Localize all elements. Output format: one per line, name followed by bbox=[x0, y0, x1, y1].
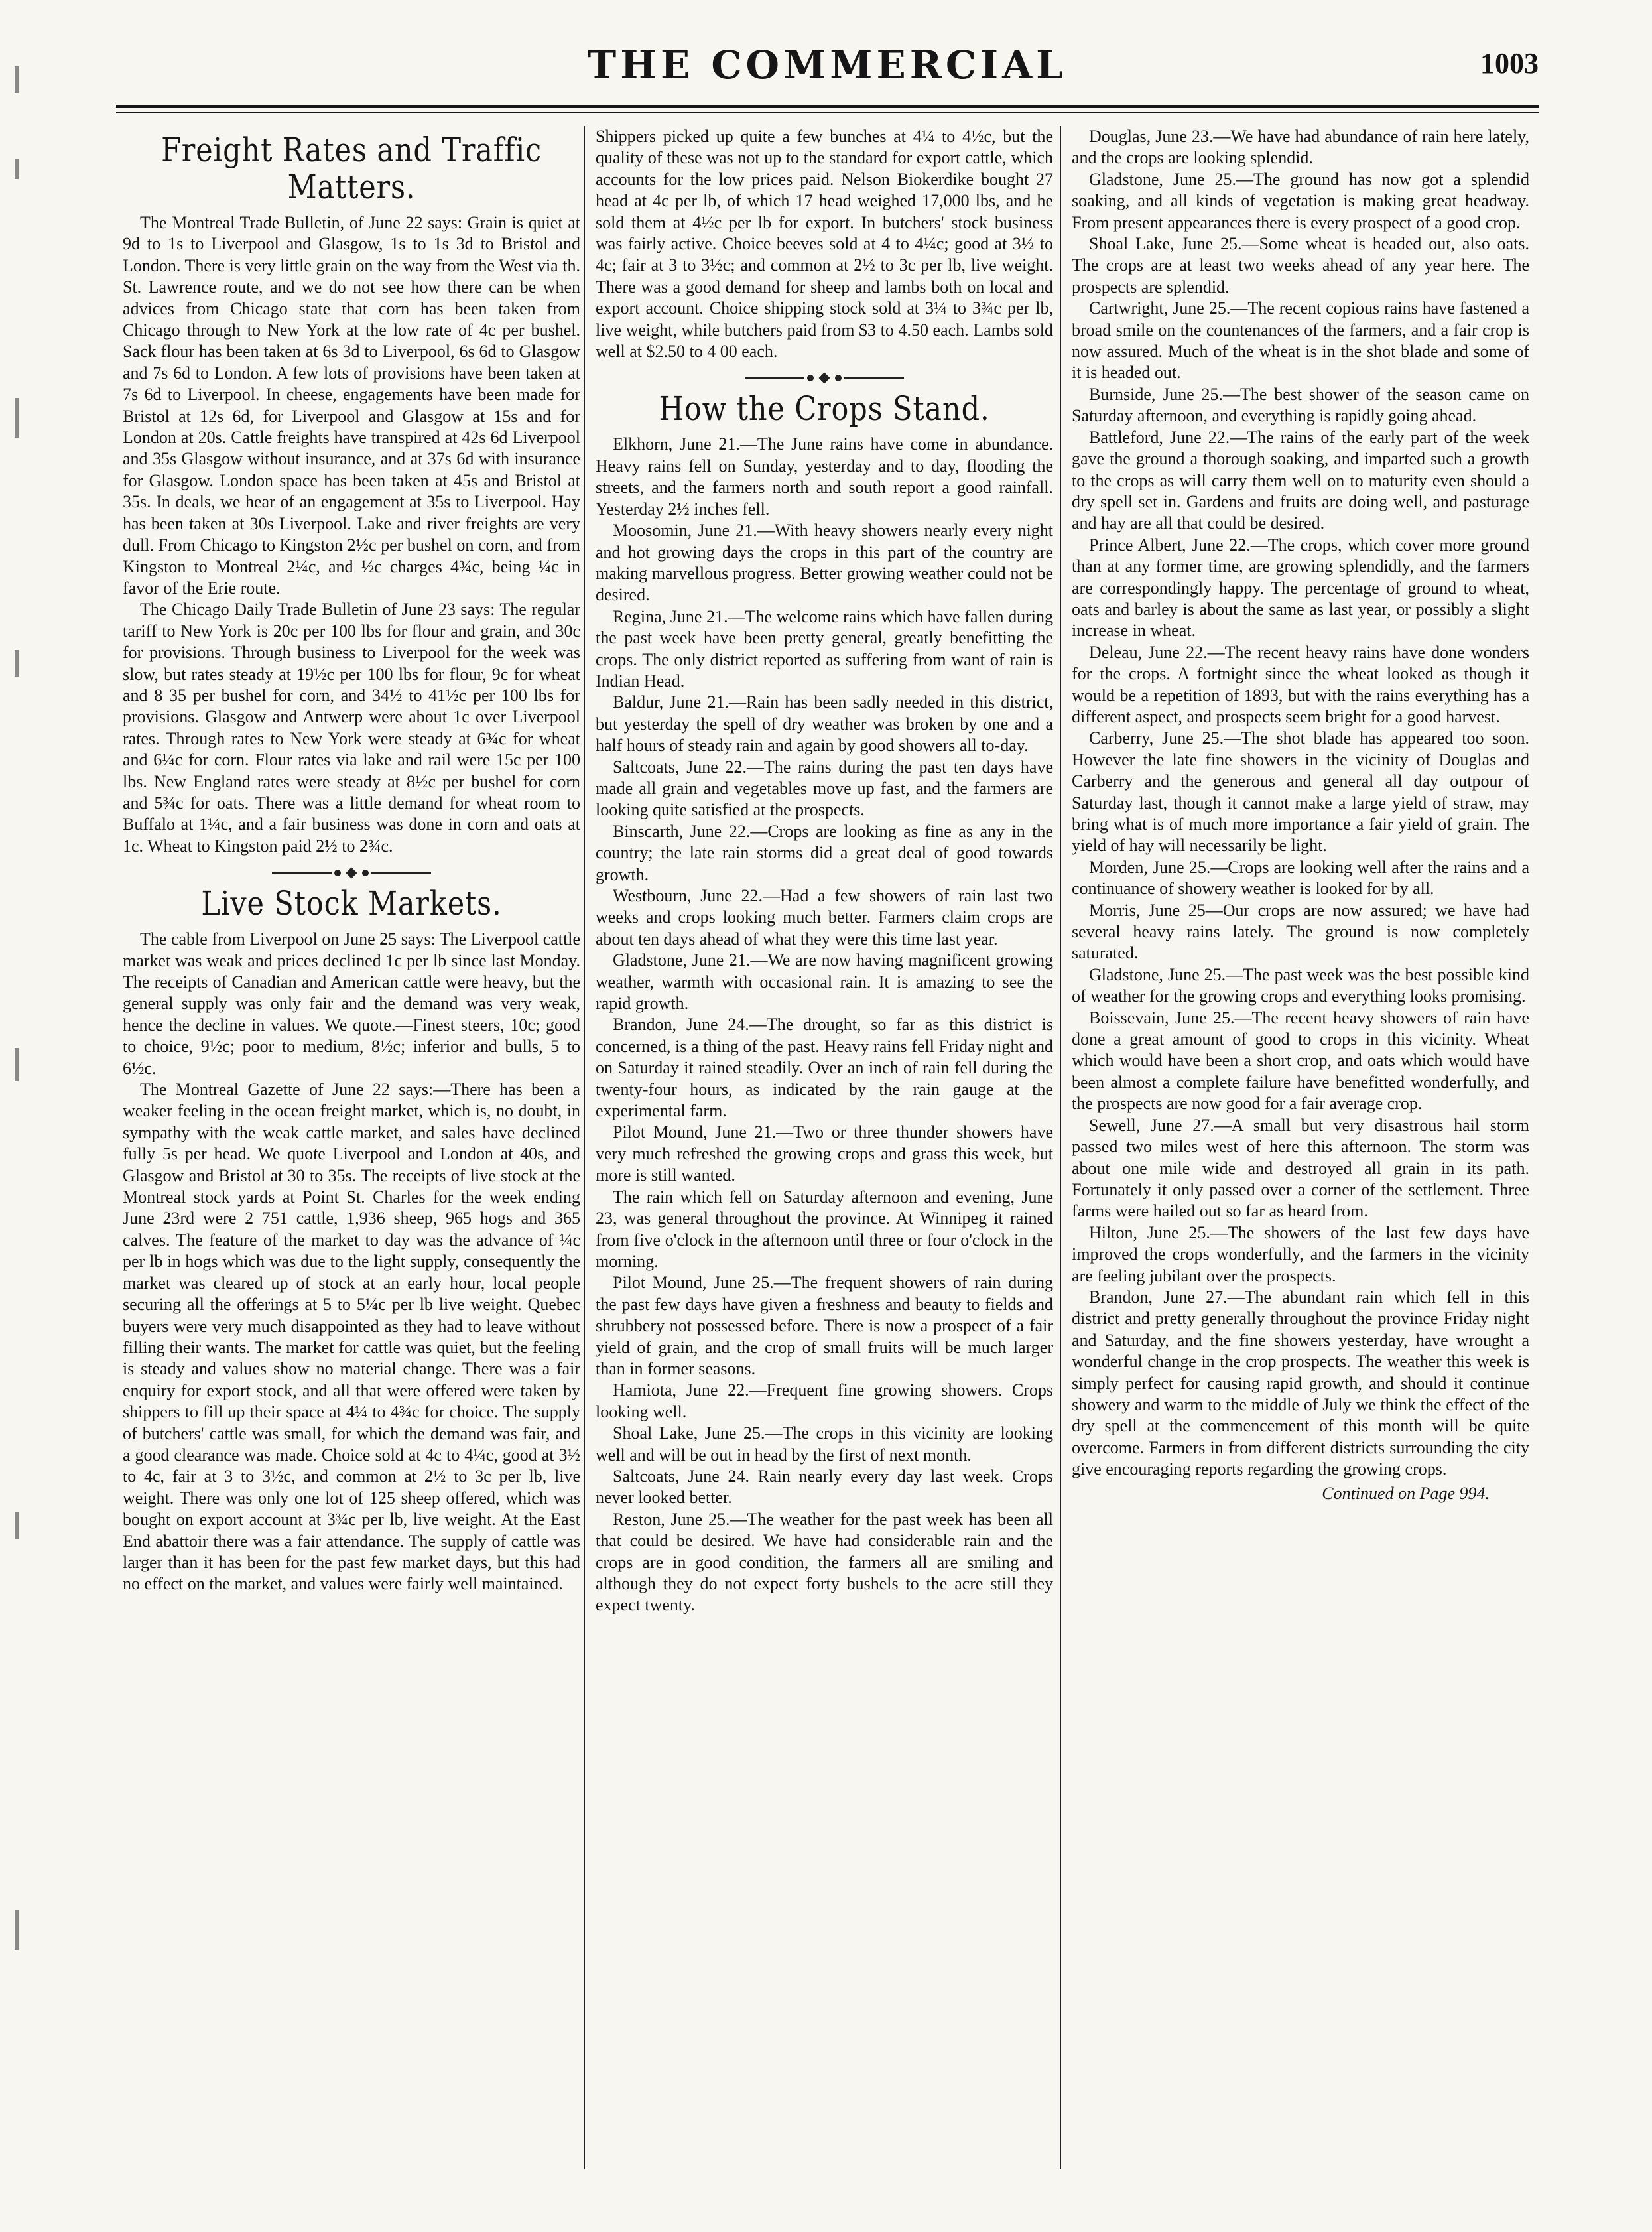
crop-reports bbox=[596, 434, 1053, 1616]
masthead bbox=[116, 38, 1539, 115]
crop-report-paragraph: Boissevain, June 25.—The recent heavy showers of rain have done a great amount of good to crops in this vicinity. Wheat which would have been a short crop, and oats which would have been almost a complete failure have benefitted wonderfully, and the prospects are now good for a fair average crop. bbox=[1072, 1008, 1529, 1114]
article-paragraph: The cable from Liverpool on June 25 says: The Liverpool cattle market was weak and prices declined 1c per lb since last Monday. The receipts of Canadian and American cattle were heavy, but the general supply was only fair and the demand was very weak, hence the decline in values. We quote.—Finest steers, 10c; good to choice, 9½c; poor to medium, 8½c; inferior and bulls, 5 to 6½c. bbox=[123, 929, 580, 1078]
section-separator bbox=[123, 864, 580, 880]
crop-report-paragraph: Gladstone, June 21.—We are now having magnificent growing weather, warmth with occasional rain. It is amazing to see the rapid growth. bbox=[596, 951, 1053, 1014]
crop-report-paragraph: Sewell, June 27.—A small but very disastrous hail storm passed two miles west of here this afternoon. The storm was about one mile wide and destroyed all grain in its path. Fortunately it only passed over a corner of the settlement. Three farms were hailed out so far as heard from. bbox=[1072, 1115, 1529, 1221]
crop-report-paragraph: Burnside, June 25.—The best shower of the season came on Saturday afternoon, and everything is rapidly going ahead. bbox=[1072, 384, 1529, 426]
crop-report-paragraph: Brandon, June 24.—The drought, so far as this district is concerned, is a thing of the past. Heavy rains fell Friday night and on Saturday it rained steadily. Over an inch of rain fell during the twenty-four hours, as indicated by the rain gauge at the experimental farm. bbox=[596, 1015, 1053, 1121]
article-heading-crops: How the Crops Stand. bbox=[659, 389, 990, 428]
column-1 bbox=[123, 126, 580, 2169]
newspaper-title: THE COMMERCIAL bbox=[588, 42, 1067, 88]
column-2 bbox=[596, 126, 1053, 2169]
column-3 bbox=[1072, 126, 1529, 2169]
binding-marks bbox=[5, 53, 32, 2043]
article-paragraph: The Montreal Gazette of June 22 says:—There has been a weaker feeling in the ocean freight market, which is, no doubt, in sympathy with the weak cattle market, and sales have declined fully 5s per head. We quote Liverpool and London at 40s, and Glasgow and Bristol at 30 to 35s. The receipts of live stock at the Montreal stock yards at Point St. Charles for the week ending June 23rd were 2 751 cattle, 1,936 sheep, 965 hogs and 365 calves. The feature of the market to day was the advance of ¼c per lb in hogs which was due to the light supply, consequently the market was cleared up of stock at an early hour, local people securing all the offerings at 5 to 5¼c per lb live weight. Quebec buyers were very much disappointed as they had to leave without filling their wants. The market for cattle was quiet, but the feeling is steady and values show no material change. There was a fair enquiry for export stock, and all that were offered were taken by shippers to fill up their space at 4¼ to 4¾c for choice. The supply of butchers' cattle was small, for which the demand was fair, and a good clearance was made. Choice sold at 4c to 4¼c, good at 3½ to 4c, fair at 3 to 3½c, and common at 2½ to 3c per lb, live weight. There was only one lot of 125 sheep offered, which was bought on export account at 3¾c per lb, live weight. At the East End abattoir there was a fair attendance. The supply of cattle was larger than it has been for the past few market days, but this had no effect on the market, and values were fairly well maintained. bbox=[123, 1080, 580, 1594]
crop-report-paragraph: Pilot Mound, June 21.—Two or three thunder showers have very much refreshed the growing crops and grass this week, but more is still wanted. bbox=[596, 1122, 1053, 1185]
crop-report-paragraph: Battleford, June 22.—The rains of the early part of the week gave the ground a thorough soaking, and imparted such a growth to the crops as will carry them well on to maturity even should a dry spell set in. Gardens and fruits are doing well, and pasturage and hay are all that could be desired. bbox=[1072, 427, 1529, 533]
crop-report-paragraph: Saltcoats, June 22.—The rains during the past ten days have made all grain and vegetables move up fast, and the farmers are looking quite satisfied at the prospects. bbox=[596, 757, 1053, 820]
masthead-rule bbox=[116, 105, 1539, 113]
crop-report-paragraph: Brandon, June 27.—The abundant rain which fell in this district and pretty generally throughout the province Friday night and Saturday, and the fine showers yesterday, have wrought a wonderful change in the crop prospects. The weather this week is simply perfect for causing rapid growth, and should it continue showery and warm to the middle of July we think the effect of the dry spell at the commencement of this month will be quite overcome. Farmers in from different districts surrounding the city give encouraging reports regarding the growing crops. bbox=[1072, 1287, 1529, 1479]
column-rule bbox=[584, 126, 585, 2169]
article-paragraph: The Chicago Daily Trade Bulletin of June 23 says: The regular tariff to New York is 20c per 100 lbs for flour and grain, and 30c for provisions. Through business to Liverpool for the week was slow, but rates steady at 19½c per 100 lbs for flour, 9c for wheat and 8 35 per bushel for corn, and 34½ to 41½c per 100 lbs for provisions. Glasgow and Antwerp were about 1c over Liverpool rates. Through rates to New York were steady at 6¾c for wheat and 6¼c for corn. Flour rates via lake and rail were 15c per 100 lbs. New England rates were steady at 8½c per bushel for corn and 5¾c for oats. There was a little demand for wheat room to Buffalo at 1¼c, and a fair business was done in corn and oats at 1c. Wheat to Kingston paid 2½ to 2¾c. bbox=[123, 600, 580, 856]
crop-report-paragraph: Moosomin, June 21.—With heavy showers nearly every night and hot growing days the crops in this part of the country are making marvellous progress. Better growing weather could not be desired. bbox=[596, 521, 1053, 605]
crop-report-paragraph: Regina, June 21.—The welcome rains which have fallen during the past week have been pretty general, greatly benefitting the crops. The only district reported as suffering from want of rain is Indian Head. bbox=[596, 606, 1053, 690]
crop-reports-continued bbox=[1072, 126, 1529, 1480]
crop-report-paragraph: Reston, June 25.—The weather for the past week has been all that could be desired. We have had considerable rain and the crops are in good condition, the farmers all are smiling and although they do not expect forty bushels to the acre still they expect twenty. bbox=[596, 1509, 1053, 1615]
crop-report-paragraph: Shoal Lake, June 25.—Some wheat is headed out, also oats. The crops are at least two weeks ahead of any year here. The prospects are splendid. bbox=[1072, 234, 1529, 296]
article-paragraph: Shippers picked up quite a few bunches at 4¼ to 4½c, but the quality of these was not up to the standard for export cattle, which accounts for the low prices paid. Nelson Biokerdike bought 27 head at 4c per lb, of which 17 head weighed 17,000 lbs, and he sold them at 4½c per lb for export. In butchers' stock business was fairly active. Choice beeves sold at 4 to 4¼c; good at 3½ to 4c; fair at 3 to 3½c; and common at 2½ to 3c per lb, live weight. There was a good demand for sheep and lambs both on local and export account. Choice shipping stock sold at 3¼ to 3¾c per lb, live weight, while butchers paid from $3 to 4.50 each. Lambs sold well at $2.50 to 4 00 each. bbox=[596, 127, 1053, 361]
crop-report-paragraph: Westbourn, June 22.—Had a few showers of rain last two weeks and crops looking much better. Farmers claim crops are about ten days ahead of what they were this time last year. bbox=[596, 886, 1053, 949]
page-number: 1003 bbox=[1480, 47, 1539, 80]
crop-report-paragraph: Shoal Lake, June 25.—The crops in this vicinity are looking well and will be out in head by the first of next month. bbox=[596, 1423, 1053, 1465]
crop-report-paragraph: Hamiota, June 22.—Frequent fine growing showers. Crops looking well. bbox=[596, 1380, 1053, 1421]
crop-report-paragraph: Hilton, June 25.—The showers of the last few days have improved the crops wonderfully, and the farmers in the vicinity are feeling jubilant over the prospects. bbox=[1072, 1222, 1529, 1285]
crop-report-paragraph: Prince Albert, June 22.—The crops, which cover more ground than at any former time, are growing splendidly, and the farmers are correspondingly happy. The percentage of ground to wheat, oats and barley is about the same as last year, or possibly a slight increase in wheat. bbox=[1072, 535, 1529, 641]
crop-report-paragraph: Morris, June 25—Our crops are now assured; we have had several heavy rains lately. The ground is now completely saturated. bbox=[1072, 900, 1529, 963]
crop-report-paragraph: Baldur, June 21.—Rain has been sadly needed in this district, but yesterday the spell of dry weather was broken by one and a half hours of steady rain and again by good showers all to-day. bbox=[596, 692, 1053, 755]
crop-report-paragraph: Deleau, June 22.—The recent heavy rains have done wonders for the crops. A fortnight since the wheat looked as though it would be a repetition of 1893, but with the rains everything has a different aspect, and prospects seem bright for a good harvest. bbox=[1072, 642, 1529, 726]
crop-report-paragraph: The rain which fell on Saturday afternoon and evening, June 23, was general throughout the province. At Winnipeg it rained from five o'clock in the afternoon until three or four o'clock in the morning. bbox=[596, 1187, 1053, 1271]
crop-report-paragraph: Binscarth, June 22.—Crops are looking as fine as any in the country; the late rain storms did a great deal of good towards growth. bbox=[596, 821, 1053, 884]
article-heading-freight: Freight Rates and Traffic Matters. bbox=[161, 131, 542, 206]
column-rule bbox=[1060, 126, 1061, 2169]
article-paragraph: The Montreal Trade Bulletin, of June 22 says: Grain is quiet at 9d to 1s to Liverpool and Glasgow, 1s to 1s 3d to Bristol and London. There is very little grain on the way from the West via th. St. Lawrence route, and we do not see how there can be when advices from Chicago state that corn has been taken from Chicago through to New York at the low rate of 4c per bushel. Sack flour has been taken at 6s 3d to Liverpool, 6s 6d to Glasgow and 7s 6d to London. A few lots of provisions have been taken at 7s 6d to Liverpool. In cheese, engagements have been made for Bristol at 12s 6d, for Liverpool and Glasgow at 15s and for London at 20s. Cattle freights have transpired at 42s 6d Liverpool and 35s Glasgow without insurance, and at 37s 6d with insurance for Glasgow. London space has been taken at 45s and Bristol at 35s. In deals, we hear of an engagement at 35s to Liverpool. Hay has been taken at 30s Liverpool. Lake and river freights are very dull. From Chicago to Kingston 2½c per bushel on corn, and from Kingston to Montreal 2¼c, and ½c charges 4¾c, being ¼c in favor of the Erie route. bbox=[123, 213, 580, 598]
crop-report-paragraph: Gladstone, June 25.—The past week was the best possible kind of weather for the growing crops and everything looks promising. bbox=[1072, 964, 1529, 1006]
crop-report-paragraph: Morden, June 25.—Crops are looking well after the rains and a continuance of showery weather is looked for by all. bbox=[1072, 857, 1529, 899]
crop-report-paragraph: Carberry, June 25.—The shot blade has appeared too soon. However the late fine showers in the vicinity of Douglas and Carberry and the generous and general all day outpour of Saturday last, though it cannot make a large yield of straw, may bring what is of much more importance a fair yield of grain. The yield of hay will necessarily be light. bbox=[1072, 728, 1529, 856]
crop-report-paragraph: Douglas, June 23.—We have had abundance of rain here lately, and the crops are looking splendid. bbox=[1072, 127, 1529, 168]
article-heading-livestock: Live Stock Markets. bbox=[201, 884, 502, 923]
crop-report-paragraph: Pilot Mound, June 25.—The frequent showers of rain during the past few days have given a freshness and beauty to fields and shrubbery not possessed before. There is now a prospect of a fair yield of grain, and the crop of small fruits will be much larger than in former seasons. bbox=[596, 1273, 1053, 1378]
crop-report-paragraph: Saltcoats, June 24. Rain nearly every day last week. Crops never looked better. bbox=[596, 1466, 1053, 1508]
section-separator bbox=[596, 369, 1053, 385]
continued-note: Continued on Page 994. bbox=[1322, 1483, 1490, 1503]
crop-report-paragraph: Gladstone, June 25.—The ground has now got a splendid soaking, and all kinds of vegetation is making great headway. From present appearances there is every prospect of a good crop. bbox=[1072, 169, 1529, 232]
crop-report-paragraph: Cartwright, June 25.—The recent copious rains have fastened a broad smile on the countenances of the farmers, and a fair crop is now assured. Much of the wheat is in the shot blade and some of it is headed out. bbox=[1072, 298, 1529, 383]
crop-report-paragraph: Elkhorn, June 21.—The June rains have come in abundance. Heavy rains fell on Sunday, yesterday and to day, flooding the streets, and the farmers north and south report a good rainfall. Yesterday 2½ inches fell. bbox=[596, 434, 1053, 519]
